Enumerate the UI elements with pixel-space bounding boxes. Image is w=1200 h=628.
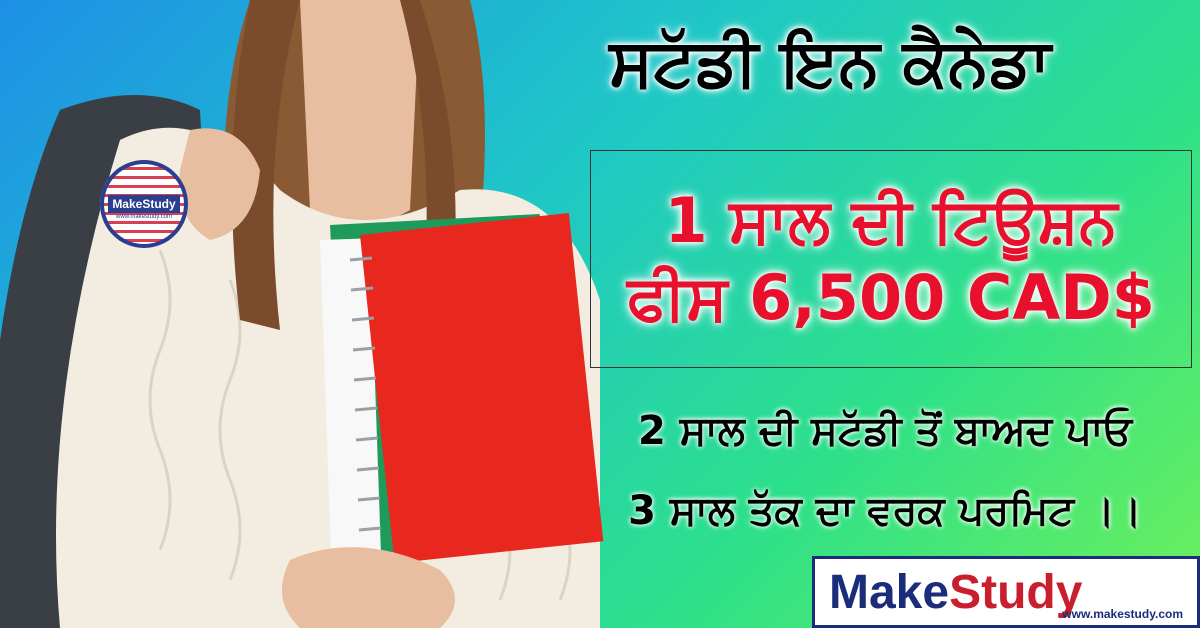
info-line-2: 3 ਸਾਲ ਤੱਕ ਦਾ ਵਰਕ ਪਰਮਿਟ ।।: [628, 488, 1142, 534]
sweater-badge: [100, 160, 188, 248]
brand-study: Study: [949, 565, 1083, 619]
fee-line-2: ਫੀਸ 6,500 CAD$: [627, 261, 1155, 334]
makestudy-logo[interactable]: [812, 556, 1200, 628]
brand-url: www.makestudy.com: [1062, 607, 1183, 621]
badge-name: MakeStudy: [108, 195, 179, 213]
fee-box: [590, 150, 1192, 368]
headline: ਸਟੱਡੀ ਇਨ ਕੈਨੇਡਾ: [609, 24, 1051, 101]
badge-url: www.makestudy.com: [116, 214, 172, 220]
fee-line-1: 1 ਸਾਲ ਦੀ ਟਿਊਸ਼ਨ: [664, 183, 1118, 257]
info-line-1: 2 ਸਾਲ ਦੀ ਸਟੱਡੀ ਤੋਂ ਬਾਅਦ ਪਾਓ: [637, 408, 1133, 454]
brand-make: Make: [829, 565, 950, 619]
